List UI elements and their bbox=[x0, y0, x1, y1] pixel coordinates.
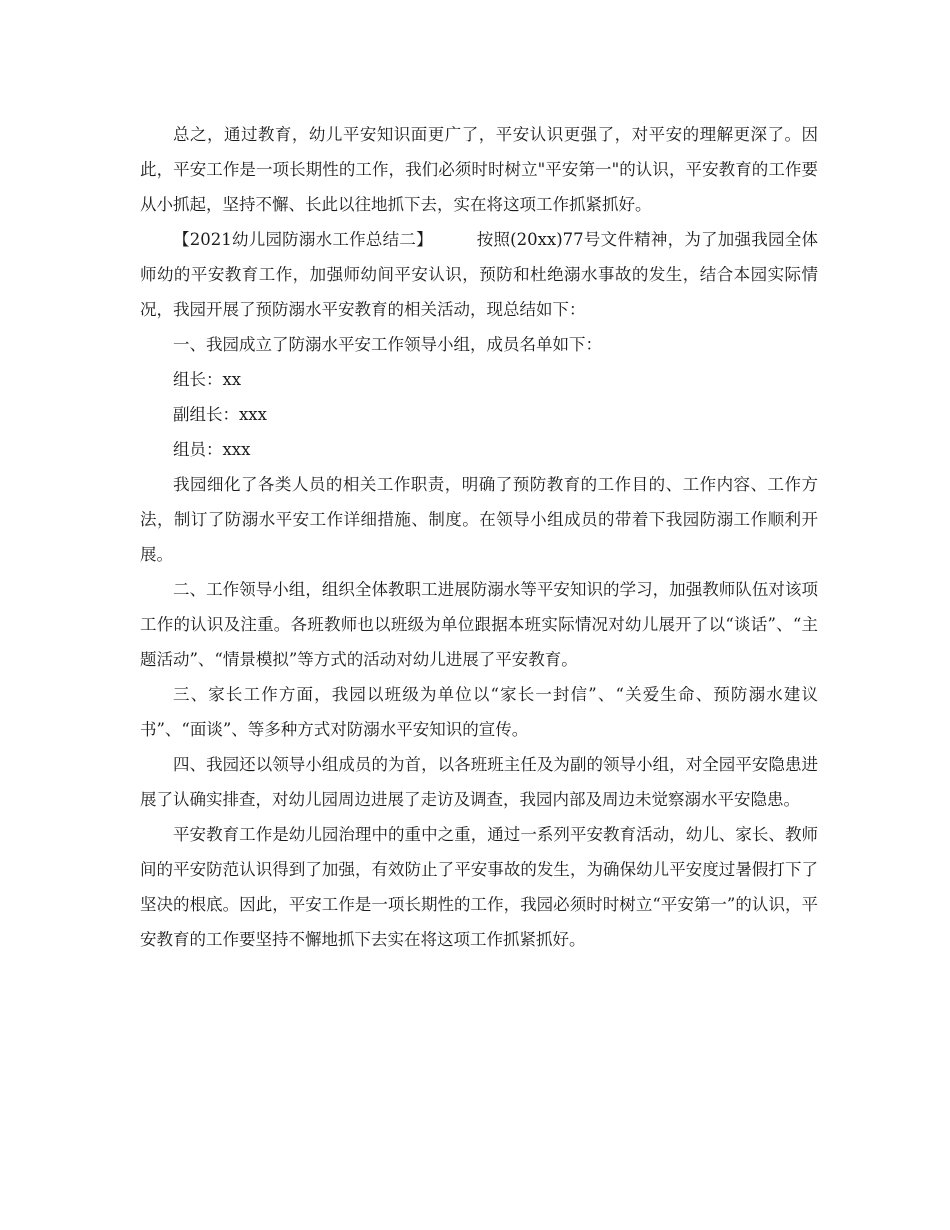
member-line: 组员：xxx bbox=[173, 440, 251, 459]
paragraph-summary: 总之，通过教育，幼儿平安知识面更广了，平安认识更强了，对平安的理解更深了。因此，平安工作是一项长期性的工作，我们必须时时树立"平安第一"的认识，平安教育的工作要从小抓起，坚持不懈、长此以往地抓下去，实在将这项工作抓紧抓好。 bbox=[140, 125, 818, 214]
section-two-heading: 【2021幼儿园防溺水工作总结二】 bbox=[173, 230, 433, 249]
paragraph-item-one: 一、我园成立了防溺水平安工作领导小组，成员名单如下： bbox=[173, 335, 602, 354]
paragraph-responsibilities: 我园细化了各类人员的相关工作职责，明确了预防教育的工作目的、工作内容、工作方法，制订了防溺水平安工作详细措施、制度。在领导小组成员的带着下我园防溺工作顺利开展。 bbox=[140, 475, 818, 564]
paragraph-section-two-intro bbox=[140, 222, 818, 327]
document-body bbox=[140, 117, 818, 957]
paragraph-item-four: 四、我园还以领导小组成员的为首，以各班班主任及为副的领导小组，对全园平安隐患进展了认确实排查，对幼儿园周边进展了走访及调查，我园内部及周边未觉察溺水平安隐患。 bbox=[140, 755, 818, 809]
paragraph-conclusion: 平安教育工作是幼儿园治理中的重中之重，通过一系列平安教育活动，幼儿、家长、教师间的平安防范认识得到了加强，有效防止了平安事故的发生，为确保幼儿平安度过暑假打下了坚决的根底。因此，平安工作是一项长期性的工作，我园必须时时树立“平安第一”的认识，平安教育的工作要坚持不懈地抓下去实在将这项工作抓紧抓好。 bbox=[140, 825, 818, 949]
deputy-leader-line: 副组长：xxx bbox=[173, 405, 267, 424]
paragraph-item-two: 二、工作领导小组，组织全体教职工进展防溺水等平安知识的学习，加强教师队伍对该项工作的认识及注重。各班教师也以班级为单位跟据本班实际情况对幼儿展开了以“谈话”、“主题活动”、“情景模拟”等方式的活动对幼儿进展了平安教育。 bbox=[140, 580, 818, 669]
paragraph-item-three: 三、家长工作方面，我园以班级为单位以“家长一封信”、“关爱生命、预防溺水建议书”、“面谈”、等多种方式对防溺水平安知识的宣传。 bbox=[140, 685, 818, 739]
section-two-intro-text: 按照(20xx)77号文件精神，为了加强我园全体师幼的平安教育工作，加强师幼间平安认识，预防和杜绝溺水事故的发生，结合本园实际情况，我园开展了预防溺水平安教育的相关活动，现总结如下： bbox=[140, 230, 818, 319]
leader-line: 组长：xx bbox=[173, 370, 242, 389]
